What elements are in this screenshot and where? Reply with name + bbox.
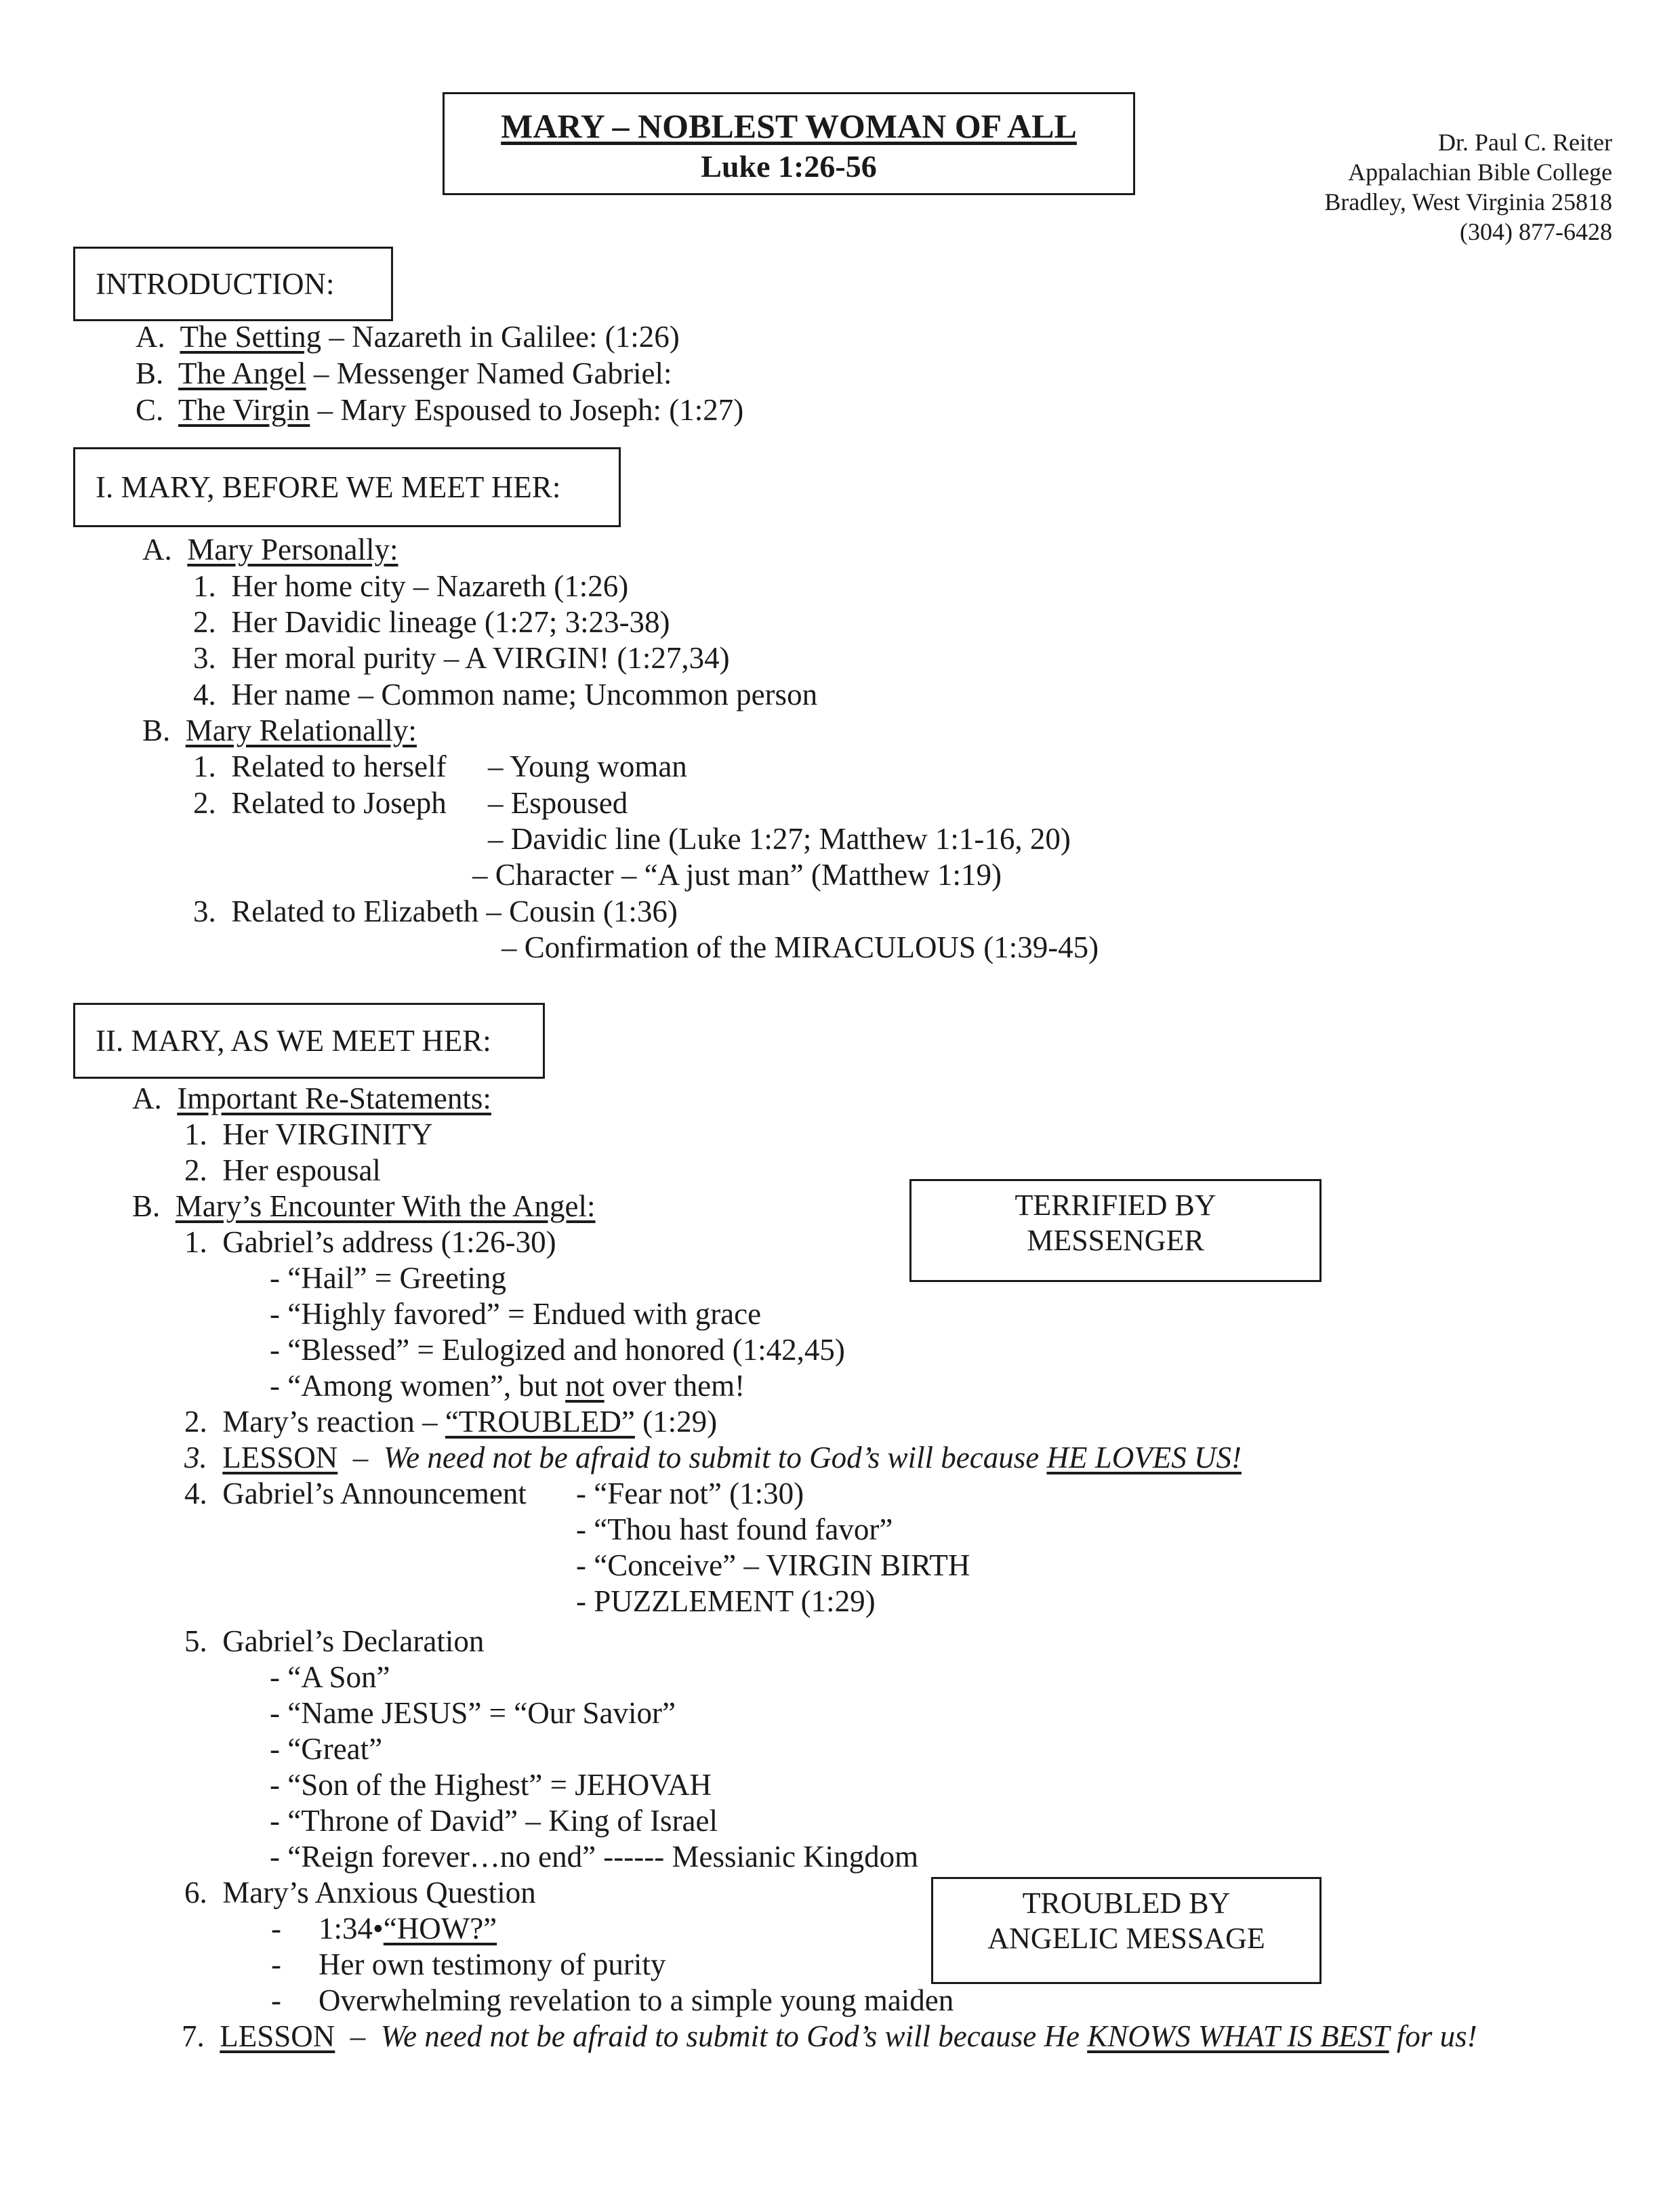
list-item-detail: – Espoused — [488, 786, 628, 820]
section-2-heading-box — [73, 1003, 545, 1079]
list-item: 4. Gabriel’s Announcement — [184, 1477, 527, 1510]
list-item-detail: – Davidic line (Luke 1:27; Matthew 1:1-16, 20) — [488, 822, 1071, 856]
list-item-detail: - “Hail” = Greeting — [270, 1261, 506, 1295]
list-item-detail: - “Highly favored” = Endued with grace — [270, 1297, 762, 1331]
section-1-heading: I. MARY, BEFORE WE MEET HER: — [96, 470, 561, 504]
list-item-detail: - — [271, 1912, 281, 1945]
section-2-heading: II. MARY, AS WE MEET HER: — [96, 1024, 491, 1058]
section-2-subheading-a: A. Important Re-Statements: — [132, 1081, 491, 1115]
list-item: 2. Her Davidic lineage (1:27; 3:23-38) — [193, 605, 670, 639]
list-item-detail: - “Son of the Highest” = JEHOVAH — [270, 1768, 712, 1802]
section-1-heading-box — [73, 447, 621, 527]
section-1-subheading-a: A. Mary Personally: — [142, 533, 398, 566]
list-item: 2. Her espousal — [184, 1153, 381, 1187]
list-item: 4. Her name – Common name; Uncommon person — [193, 678, 818, 711]
intro-item-label: The Virgin — [178, 393, 310, 427]
list-item-detail: - “Conceive” – VIRGIN BIRTH — [576, 1548, 970, 1582]
list-item: 2. Related to Joseph — [193, 786, 447, 820]
intro-item-label: The Setting — [180, 320, 322, 354]
list-item: 5. Gabriel’s Declaration — [184, 1624, 485, 1658]
intro-item-b: B. The Angel – Messenger Named Gabriel: — [136, 356, 672, 390]
list-item-detail: Her own testimony of purity — [319, 1947, 666, 1981]
author-name: Dr. Paul C. Reiter — [1438, 129, 1612, 156]
list-item-detail: - — [271, 1983, 281, 2017]
intro-item-a: A. The Setting – Nazareth in Galilee: (1:26) — [136, 320, 680, 354]
callout-troubled: TROUBLED BY ANGELIC MESSAGE — [931, 1877, 1322, 1984]
document-title: MARY – NOBLEST WOMAN OF ALL — [501, 107, 1077, 145]
author-institution: Appalachian Bible College — [1348, 159, 1612, 186]
list-item: 1. Gabriel’s address (1:26-30) — [184, 1225, 556, 1259]
lesson-2: 7. LESSON – We need not be afraid to submit to God’s will because He KNOWS WHAT IS BEST for us! — [182, 2019, 1477, 2053]
callout-terrified: TERRIFIED BY MESSENGER — [909, 1179, 1322, 1282]
list-item: 1. Her home city – Nazareth (1:26) — [193, 569, 629, 603]
list-item-detail: - “A Son” — [270, 1660, 390, 1694]
list-item-detail: – Confirmation of the MIRACULOUS (1:39-45) — [501, 930, 1099, 964]
list-item-detail: - “Fear not” (1:30) — [576, 1477, 804, 1510]
author-phone: (304) 877-6428 — [1460, 218, 1612, 245]
list-item-detail: - PUZZLEMENT (1:29) — [576, 1584, 876, 1618]
list-item: 6. Mary’s Anxious Question — [184, 1876, 536, 1910]
list-item-detail: 1:34•“HOW?” — [319, 1912, 497, 1945]
section-2-subheading-b: B. Mary’s Encounter With the Angel: — [132, 1189, 596, 1223]
lesson-label: LESSON — [222, 1441, 338, 1474]
intro-item-label: The Angel — [178, 356, 306, 390]
list-item-detail: - “Among women”, but not over them! — [270, 1369, 745, 1403]
list-item-detail: Overwhelming revelation to a simple young maiden — [319, 1983, 954, 2017]
introduction-heading-box — [73, 247, 393, 321]
lesson-1: 3. LESSON – We need not be afraid to submit to God’s will because HE LOVES US! — [184, 1441, 1242, 1474]
list-item: 3. Related to Elizabeth – Cousin (1:36) — [193, 894, 678, 928]
list-item-detail: - “Reign forever…no end” ------ Messianic Kingdom — [270, 1840, 919, 1874]
introduction-heading: INTRODUCTION: — [96, 267, 335, 301]
list-item-detail: - “Blessed” = Eulogized and honored (1:42,45) — [270, 1333, 845, 1367]
list-item-detail: - “Great” — [270, 1732, 383, 1766]
list-item-detail: - “Name JESUS” = “Our Savior” — [270, 1696, 676, 1730]
intro-item-c: C. The Virgin – Mary Espoused to Joseph: (1:27) — [136, 393, 744, 427]
list-item-detail: - “Throne of David” – King of Israel — [270, 1804, 718, 1838]
list-item: 3. Her moral purity – A VIRGIN! (1:27,34) — [193, 641, 730, 675]
list-item-detail: - — [271, 1947, 281, 1981]
title-box — [443, 92, 1135, 195]
list-item: 1. Related to herself — [193, 749, 447, 783]
section-1-subheading-b: B. Mary Relationally: — [142, 714, 417, 747]
lesson-label: LESSON — [220, 2019, 335, 2053]
list-item-detail: - “Thou hast found favor” — [576, 1512, 893, 1546]
scripture-reference: Luke 1:26-56 — [701, 149, 877, 184]
list-item-detail: – Young woman — [488, 749, 687, 783]
author-block — [1324, 127, 1612, 247]
list-item: 1. Her VIRGINITY — [184, 1117, 433, 1151]
list-item-detail: – Character – “A just man” (Matthew 1:19) — [472, 858, 1002, 892]
list-item: 2. Mary’s reaction – “TROUBLED” (1:29) — [184, 1405, 718, 1439]
author-address: Bradley, West Virginia 25818 — [1324, 188, 1612, 215]
